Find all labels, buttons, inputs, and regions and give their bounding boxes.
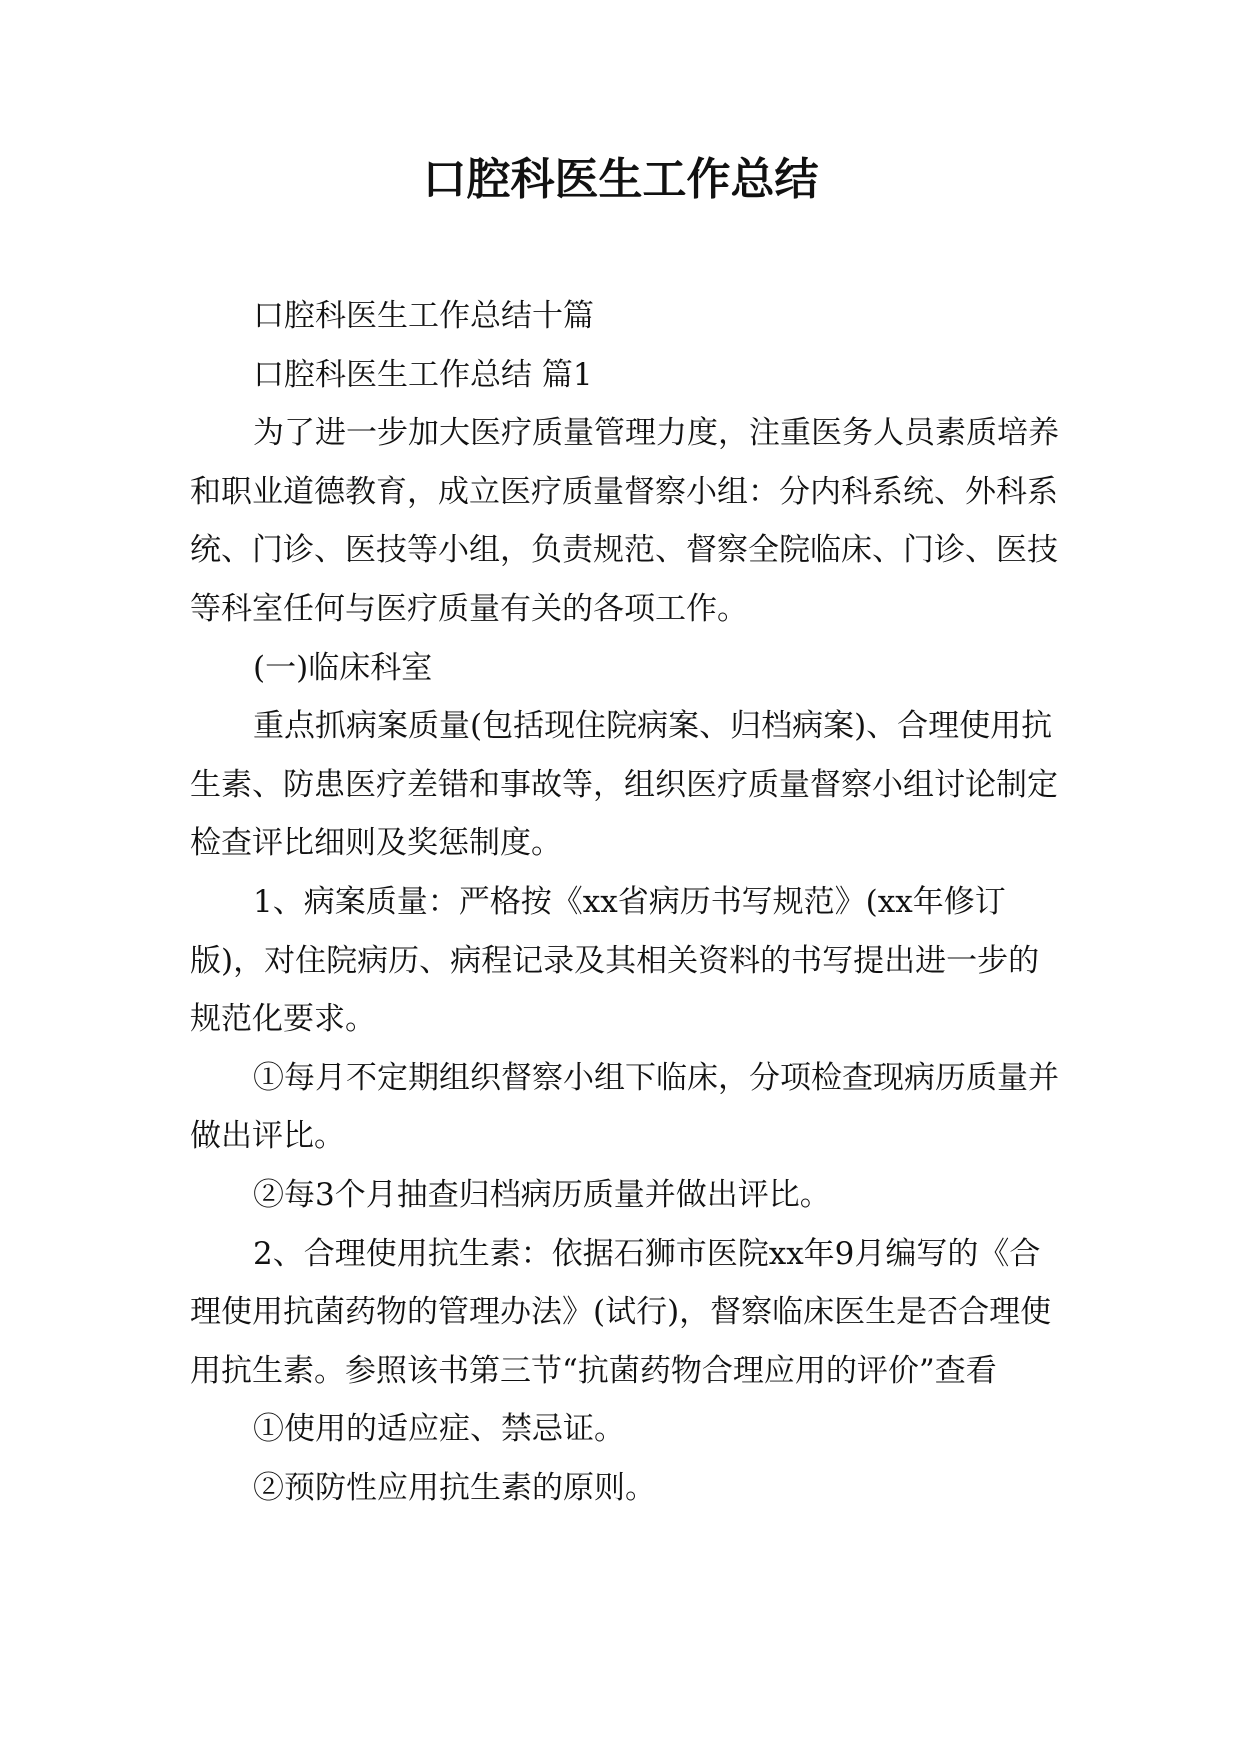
section-heading: 口腔科医生工作总结 篇1 [253,356,593,393]
paragraph-item-2: 2、合理使用抗生素：依据石狮市医院xx年9月编写的《合理使用抗菌药物的管理办法》(试行)，督察临床医生是否合理使用抗生素。参照该书第三节“抗菌药物合理应用的评价”查看 [190,1235,1052,1389]
document-title: 口腔科医生工作总结 [422,154,819,205]
list-item: ②预防性应用抗生素的原则。 [253,1469,656,1506]
list-item: ①使用的适应症、禁忌证。 [253,1411,625,1448]
paragraph-focus: 重点抓病案质量(包括现住院病案、归档病案)、合理使用抗生素、防患医疗差错和事故等，组织医疗质量督察小组讨论制定检查评比细则及奖惩制度。 [190,708,1058,862]
paragraph-intro: 为了进一步加大医疗质量管理力度，注重医务人员素质培养和职业道德教育，成立医疗质量督察小组：分内科系统、外科系统、门诊、医技等小组，负责规范、督察全院临床、门诊、医技等科室任何与医疗质量有关的各项工作。 [190,415,1059,627]
list-item: ②每3个月抽查归档病历质量并做出评比。 [253,1176,831,1213]
subsection-heading: (一)临床科室 [253,649,433,686]
document-body [190,287,1070,1517]
list-item: ①每月不定期组织督察小组下临床，分项检查现病历质量并做出评比。 [190,1059,1059,1155]
subtitle-line: 口腔科医生工作总结十篇 [253,298,594,334]
paragraph-item-1: 1、病案质量：严格按《xx省病历书写规范》(xx年修订版)，对住院病历、病程记录及其相关资料的书写提出进一步的规范化要求。 [190,883,1040,1038]
